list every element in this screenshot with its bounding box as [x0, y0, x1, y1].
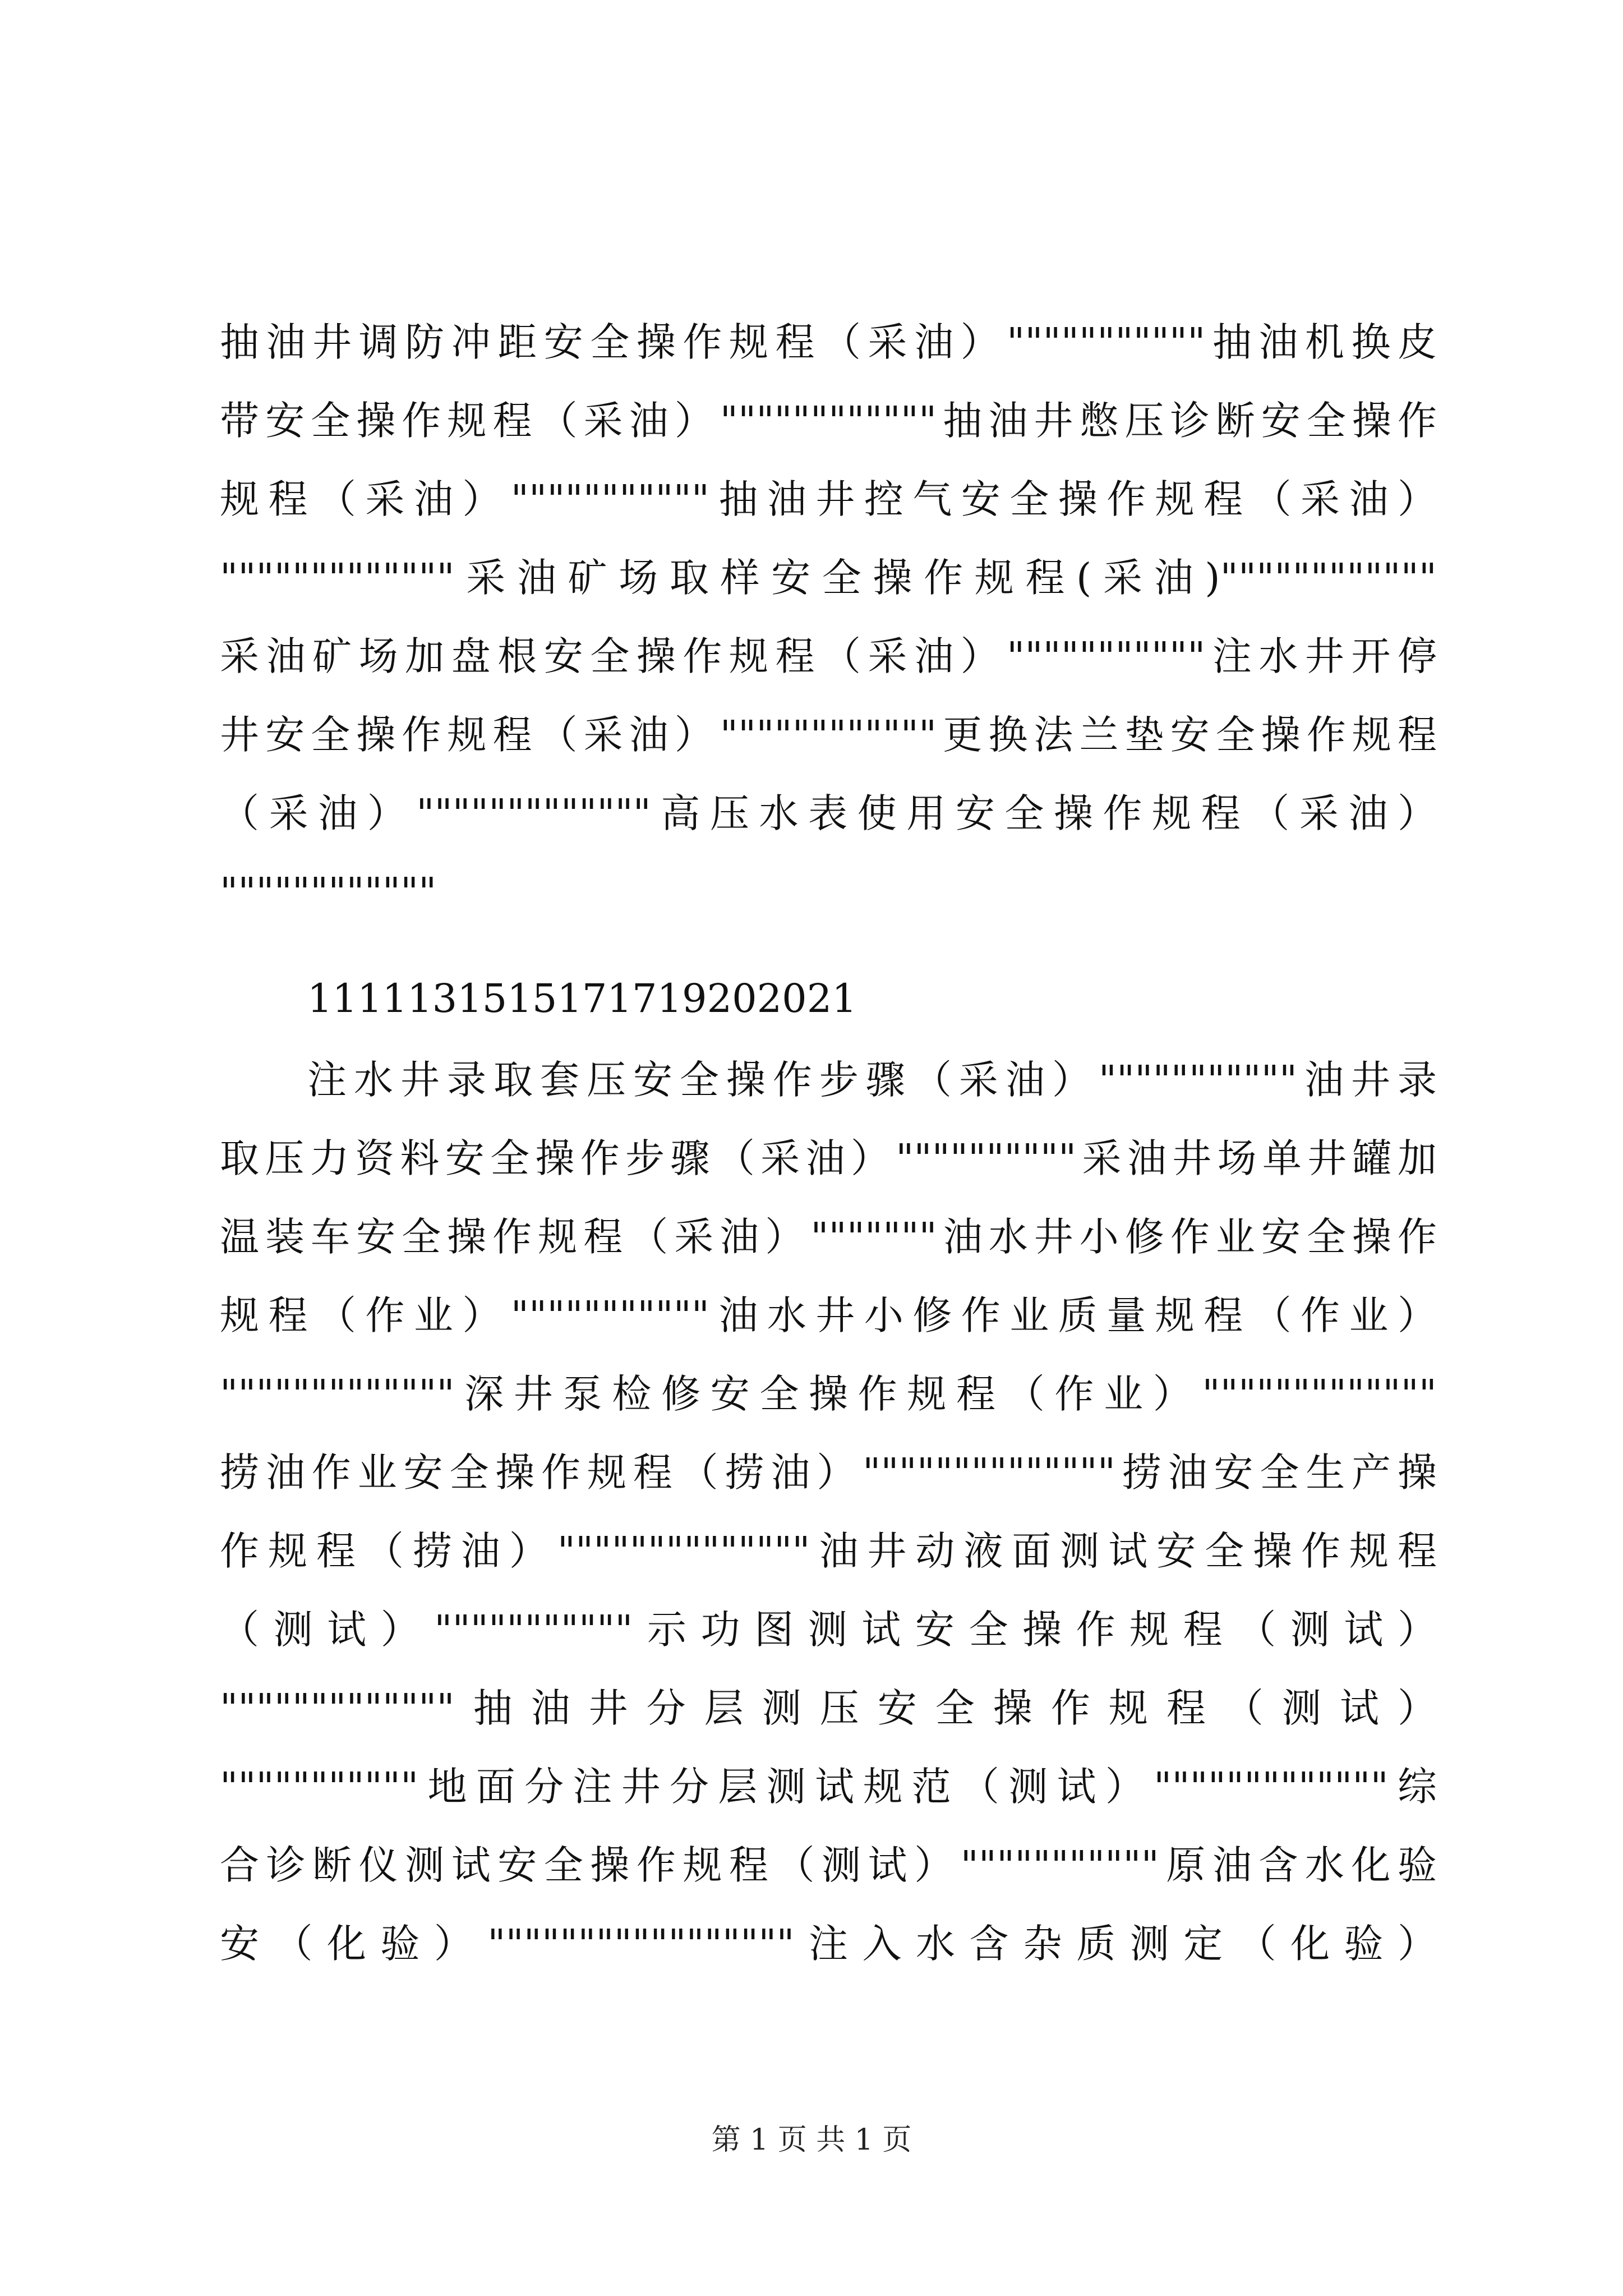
text-line: 采油矿场加盘根安全操作规程（采油）"""""""""""注水井开停 — [220, 633, 1437, 679]
text-line: """""""""""地面分注井分层测试规范（测试）"""""""""""""综 — [220, 1764, 1437, 1810]
text-line: """""""""""""抽油井分层测压安全操作规程（测试） — [220, 1685, 1437, 1731]
text-line: """""""""""""深井泵检修安全操作规程（作业）""""""""""""" — [220, 1371, 1437, 1417]
text-line: （测试）"""""""""""示功图测试安全操作规程（测试） — [220, 1607, 1437, 1653]
text-line: 温装车安全操作规程（采油）"""""""油水井小修作业安全操作 — [220, 1214, 1437, 1260]
text-line: 抽油井调防冲距安全操作规程（采油）"""""""""""抽油机换皮 — [220, 319, 1437, 365]
text-line: 安（化验）"""""""""""""""""注入水含杂质测定（化验） — [220, 1921, 1437, 1967]
text-line: 取压力资料安全操作步骤（采油）""""""""""采油井场单井罐加 — [220, 1135, 1437, 1181]
text-line: 规程（作业）"""""""""""油水井小修作业质量规程（作业） — [220, 1292, 1437, 1338]
page-number-sequence: 1111131515171719202021 — [307, 976, 857, 1022]
text-line: 井安全操作规程（采油）""""""""""""更换法兰垫安全操作规程 — [220, 712, 1437, 758]
text-line: 合诊断仪测试安全操作规程（测试）"""""""""""原油含水化验 — [220, 1842, 1437, 1888]
text-line: 带安全操作规程（采油）""""""""""""抽油井憋压诊断安全操作 — [220, 398, 1437, 444]
text-line: （采油）"""""""""""""高压水表使用安全操作规程（采油） — [220, 790, 1437, 836]
text-line: 规程（采油）"""""""""""抽油井控气安全操作规程（采油） — [220, 476, 1437, 522]
text-line: """""""""""""采油矿场取样安全操作规程(采油)"""""""""""" — [220, 555, 1437, 601]
text-line: """""""""""" — [220, 869, 437, 915]
page-footer: 第 1 页 共 1 页 — [711, 2123, 912, 2157]
text-line: 作规程（捞油）""""""""""""""油井动液面测试安全操作规程 — [220, 1528, 1437, 1574]
paragraph-first-line: 注水井录取套压安全操作步骤（采油）"""""""""""油井录 — [307, 1057, 1437, 1103]
text-line: 捞油作业安全操作规程（捞油）""""""""""""""捞油安全生产操 — [220, 1450, 1437, 1496]
